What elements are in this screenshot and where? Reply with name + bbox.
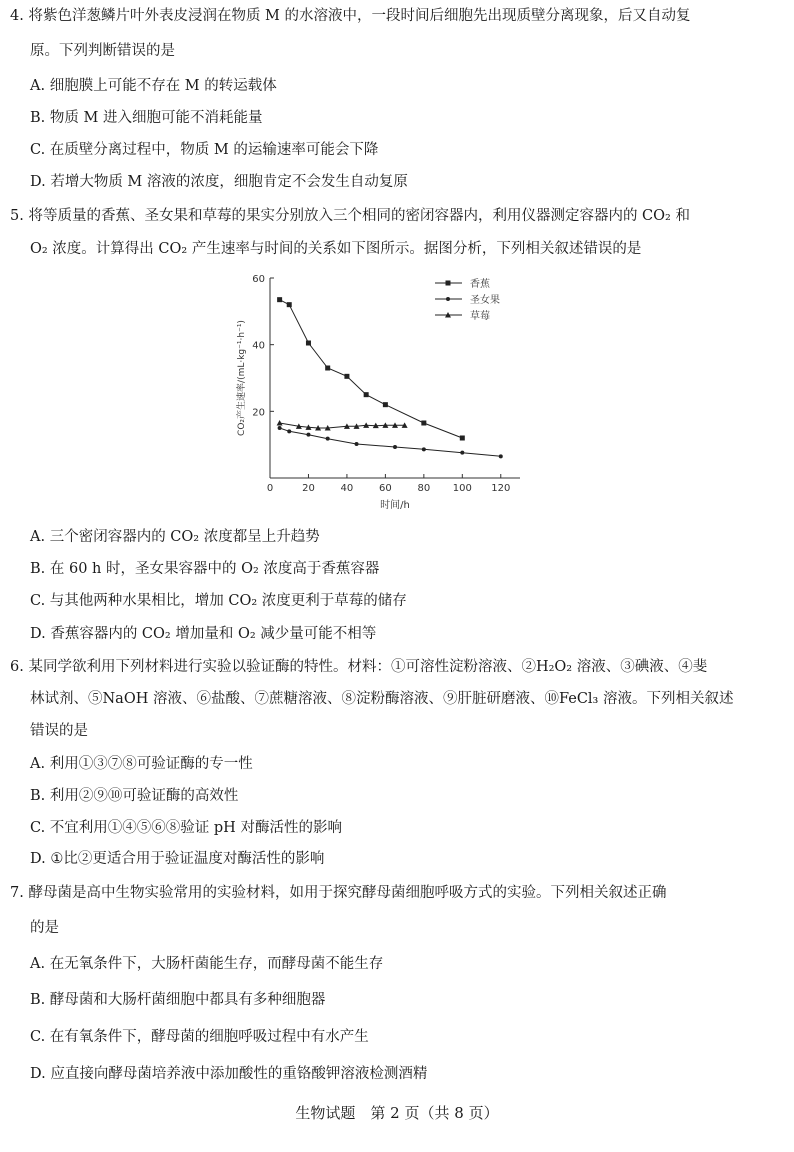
y-tick-label: 40 (252, 340, 265, 352)
legend-label-triangle: 草莓 (470, 311, 490, 322)
q5-stem-line1: 5. 将等质量的香蕉、圣女果和草莓的果实分别放入三个相同的密闭容器内，利用仪器测定容器内的 CO₂ 和 (10, 208, 690, 224)
q6-option-a: A. 利用①③⑦⑧可验证酶的专一性 (30, 756, 253, 772)
data-point-square (460, 436, 465, 441)
series-line-square (280, 300, 463, 438)
data-point-square (344, 374, 349, 379)
y-axis-label: CO₂产生速率/(mL·kg⁻¹·h⁻¹) (237, 320, 247, 436)
legend-label-circle: 圣女果 (470, 295, 500, 306)
data-point-square (306, 341, 311, 346)
data-point-square (383, 402, 388, 407)
q6-stem-line1: 6. 某同学欲利用下列材料进行实验以验证酶的特性。材料：①可溶性淀粉溶液、②H₂O₂ 溶液、③碘液、④斐 (10, 659, 708, 675)
q5-option-d: D. 香蕉容器内的 CO₂ 增加量和 O₂ 减少量可能不相等 (30, 626, 377, 642)
x-tick-label: 100 (452, 483, 472, 494)
q4-option-a: A. 细胞膜上可能不存在 M 的转运载体 (30, 78, 277, 94)
data-point-square (364, 392, 369, 397)
data-point-circle (460, 451, 464, 455)
q5-option-b: B. 在 60 h 时，圣女果容器中的 O₂ 浓度高于香蕉容器 (30, 561, 380, 577)
q6-option-d: D. ①比②更适合用于验证温度对酶活性的影响 (30, 851, 325, 867)
legend-marker-circle (446, 297, 450, 301)
q7-option-b: B. 酵母菌和大肠杆菌细胞中都具有多种细胞器 (30, 992, 326, 1008)
q7-stem-line2: 的是 (30, 920, 59, 936)
q7-stem-line1: 7. 酵母菌是高中生物实验常用的实验材料，如用于探究酵母菌细胞呼吸方式的实验。下列相关叙述正确 (10, 885, 667, 901)
data-point-triangle (277, 420, 283, 426)
q5-option-c: C. 与其他两种水果相比，增加 CO₂ 浓度更利于草莓的储存 (30, 593, 407, 609)
data-point-circle (326, 437, 330, 441)
data-point-circle (422, 447, 426, 451)
data-point-circle (287, 429, 291, 433)
data-point-square (421, 421, 426, 426)
x-tick-label: 20 (302, 483, 315, 494)
data-point-square (277, 297, 282, 302)
q7-option-a: A. 在无氧条件下，大肠杆菌能生存，而酵母菌不能生存 (30, 956, 384, 972)
co2-rate-chart (230, 268, 530, 518)
data-point-square (325, 366, 330, 371)
q7-option-c: C. 在有氧条件下，酵母菌的细胞呼吸过程中有水产生 (30, 1029, 369, 1045)
data-point-circle (278, 426, 282, 430)
data-point-square (287, 302, 292, 307)
series-line-circle (280, 428, 501, 456)
q4-option-c: C. 在质壁分离过程中，物质 M 的运输速率可能会下降 (30, 142, 379, 158)
data-point-circle (306, 433, 310, 437)
x-tick-label: 60 (379, 483, 392, 494)
x-tick-label: 0 (266, 483, 274, 494)
data-point-circle (355, 442, 359, 446)
data-point-circle (393, 445, 397, 449)
q4-stem-line2: 原。下列判断错误的是 (30, 43, 175, 59)
x-tick-label: 120 (491, 483, 511, 494)
q6-option-c: C. 不宜利用①④⑤⑥⑧验证 pH 对酶活性的影响 (30, 820, 342, 836)
y-tick-label: 20 (252, 407, 265, 419)
x-tick-label: 40 (340, 483, 354, 494)
y-tick-label: 60 (252, 274, 265, 285)
data-point-circle (499, 454, 503, 458)
legend-label-square: 香蕉 (470, 279, 490, 290)
page-footer: 生物试题 第 2 页（共 8 页） (295, 1104, 499, 1122)
q4-stem-line1: 4. 将紫色洋葱鳞片叶外表皮浸润在物质 M 的水溶液中，一段时间后细胞先出现质壁分离现象，后又自动复 (10, 8, 691, 24)
q6-option-b: B. 利用②⑨⑩可验证酶的高效性 (30, 788, 239, 804)
x-tick-label: 80 (417, 483, 431, 494)
q7-option-d: D. 应直接向酵母菌培养液中添加酸性的重铬酸钾溶液检测酒精 (30, 1066, 428, 1082)
legend-marker-square (446, 281, 451, 286)
q5-stem-line2: O₂ 浓度。计算得出 CO₂ 产生速率与时间的关系如下图所示。据图分析，下列相关叙述错误的是 (30, 241, 642, 257)
q4-option-b: B. 物质 M 进入细胞可能不消耗能量 (30, 110, 263, 126)
q6-stem-line2: 林试剂、⑤NaOH 溶液、⑥盐酸、⑦蔗糖溶液、⑧淀粉酶溶液、⑨肝脏研磨液、⑩FeCl₃ 溶液。下列相关叙述 (30, 691, 734, 707)
q4-option-d: D. 若增大物质 M 溶液的浓度，细胞肯定不会发生自动复原 (30, 174, 408, 190)
q6-stem-line3: 错误的是 (30, 723, 88, 739)
x-axis-label: 时间/h (380, 500, 410, 511)
q5-option-a: A. 三个密闭容器内的 CO₂ 浓度都呈上升趋势 (30, 529, 320, 545)
